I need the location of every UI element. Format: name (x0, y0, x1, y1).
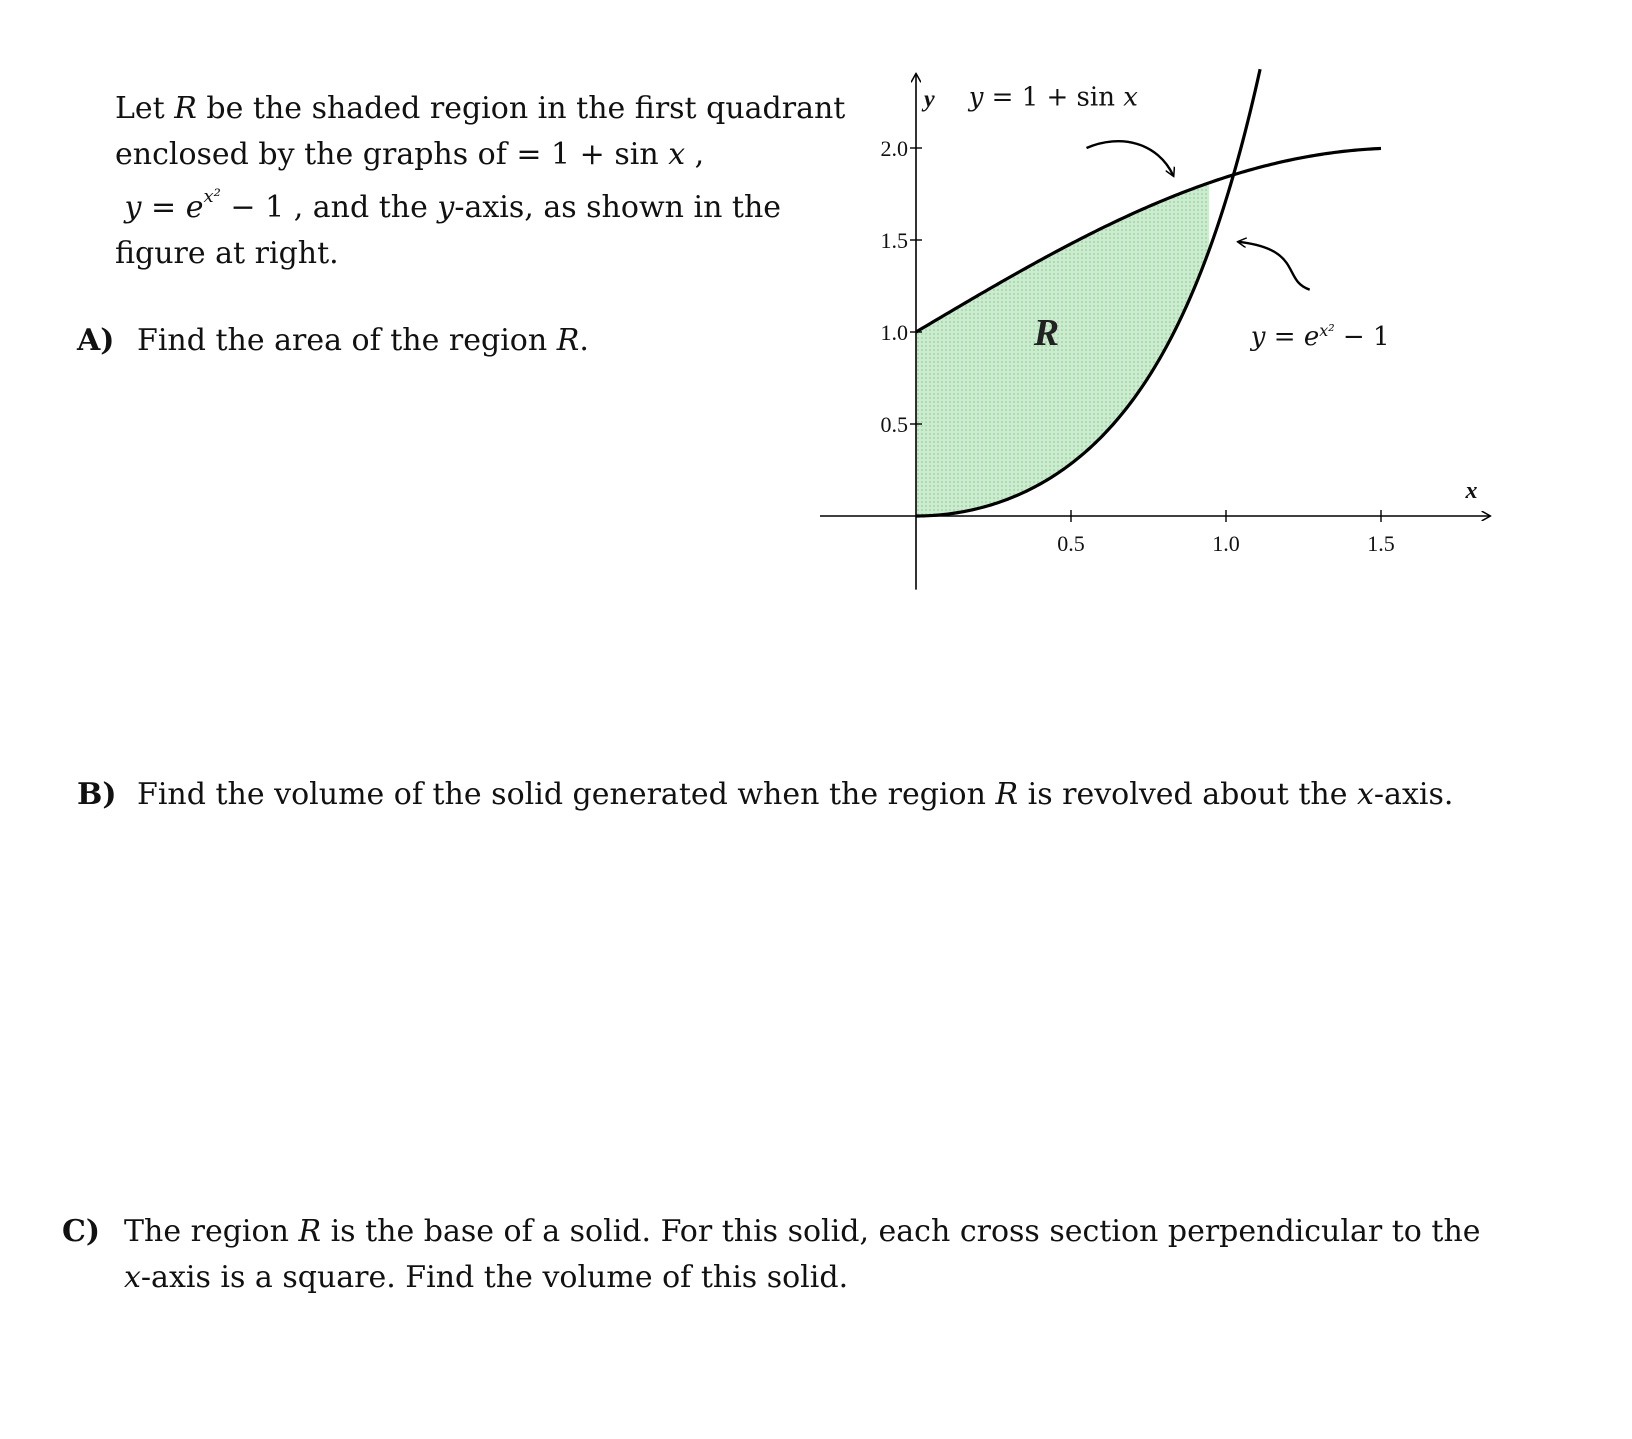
y-tick-label: 1.5 (880, 228, 908, 253)
region-graph (820, 60, 1560, 640)
y-tick-label: 1.0 (880, 320, 908, 345)
question-c: C) The region R is the base of a solid. For this solid, each cross section perpendicular to the x-axis is a square. Find the volume of this solid. (62, 1209, 1481, 1301)
intro-line-2: enclosed by the graphs of = 1 + sin x , (115, 137, 705, 172)
y-axis-label: y (924, 86, 935, 113)
intro-line-1: Let R be the shaded region in the first quadrant (115, 91, 846, 126)
curve-label-exp: $y = e^{x^2} - 1$ (1250, 320, 1390, 352)
pointer-arrow-sin (1087, 141, 1174, 175)
x-tick-label: 1.0 (1212, 531, 1240, 556)
question-label: C) (62, 1214, 101, 1249)
question-b: B) Find the volume of the solid generated when the region R is revolved about the x-axis. (77, 772, 1453, 818)
pointer-arrow-exp (1238, 242, 1309, 290)
question-a: A) Find the area of the region R. (77, 318, 589, 364)
question-label: A) (77, 323, 115, 358)
y-tick-label: 2.0 (880, 136, 908, 161)
problem-statement (115, 86, 846, 277)
x-tick-label: 1.5 (1367, 531, 1395, 556)
region-label: R (1033, 311, 1060, 354)
x-tick-label: 0.5 (1057, 531, 1085, 556)
curve-label-sin: y = 1 + sin x (968, 82, 1138, 113)
intro-line-4: figure at right. (115, 236, 339, 271)
question-c-continuation: x-axis is a square. Find the volume of this solid. (124, 1260, 849, 1295)
intro-line-3: $y = e^{x^2} - 1$ , and the y-axis, as shown in the (124, 186, 782, 225)
y-tick-label: 0.5 (880, 412, 908, 437)
question-label: B) (77, 777, 117, 812)
x-axis-label: x (1465, 478, 1478, 504)
